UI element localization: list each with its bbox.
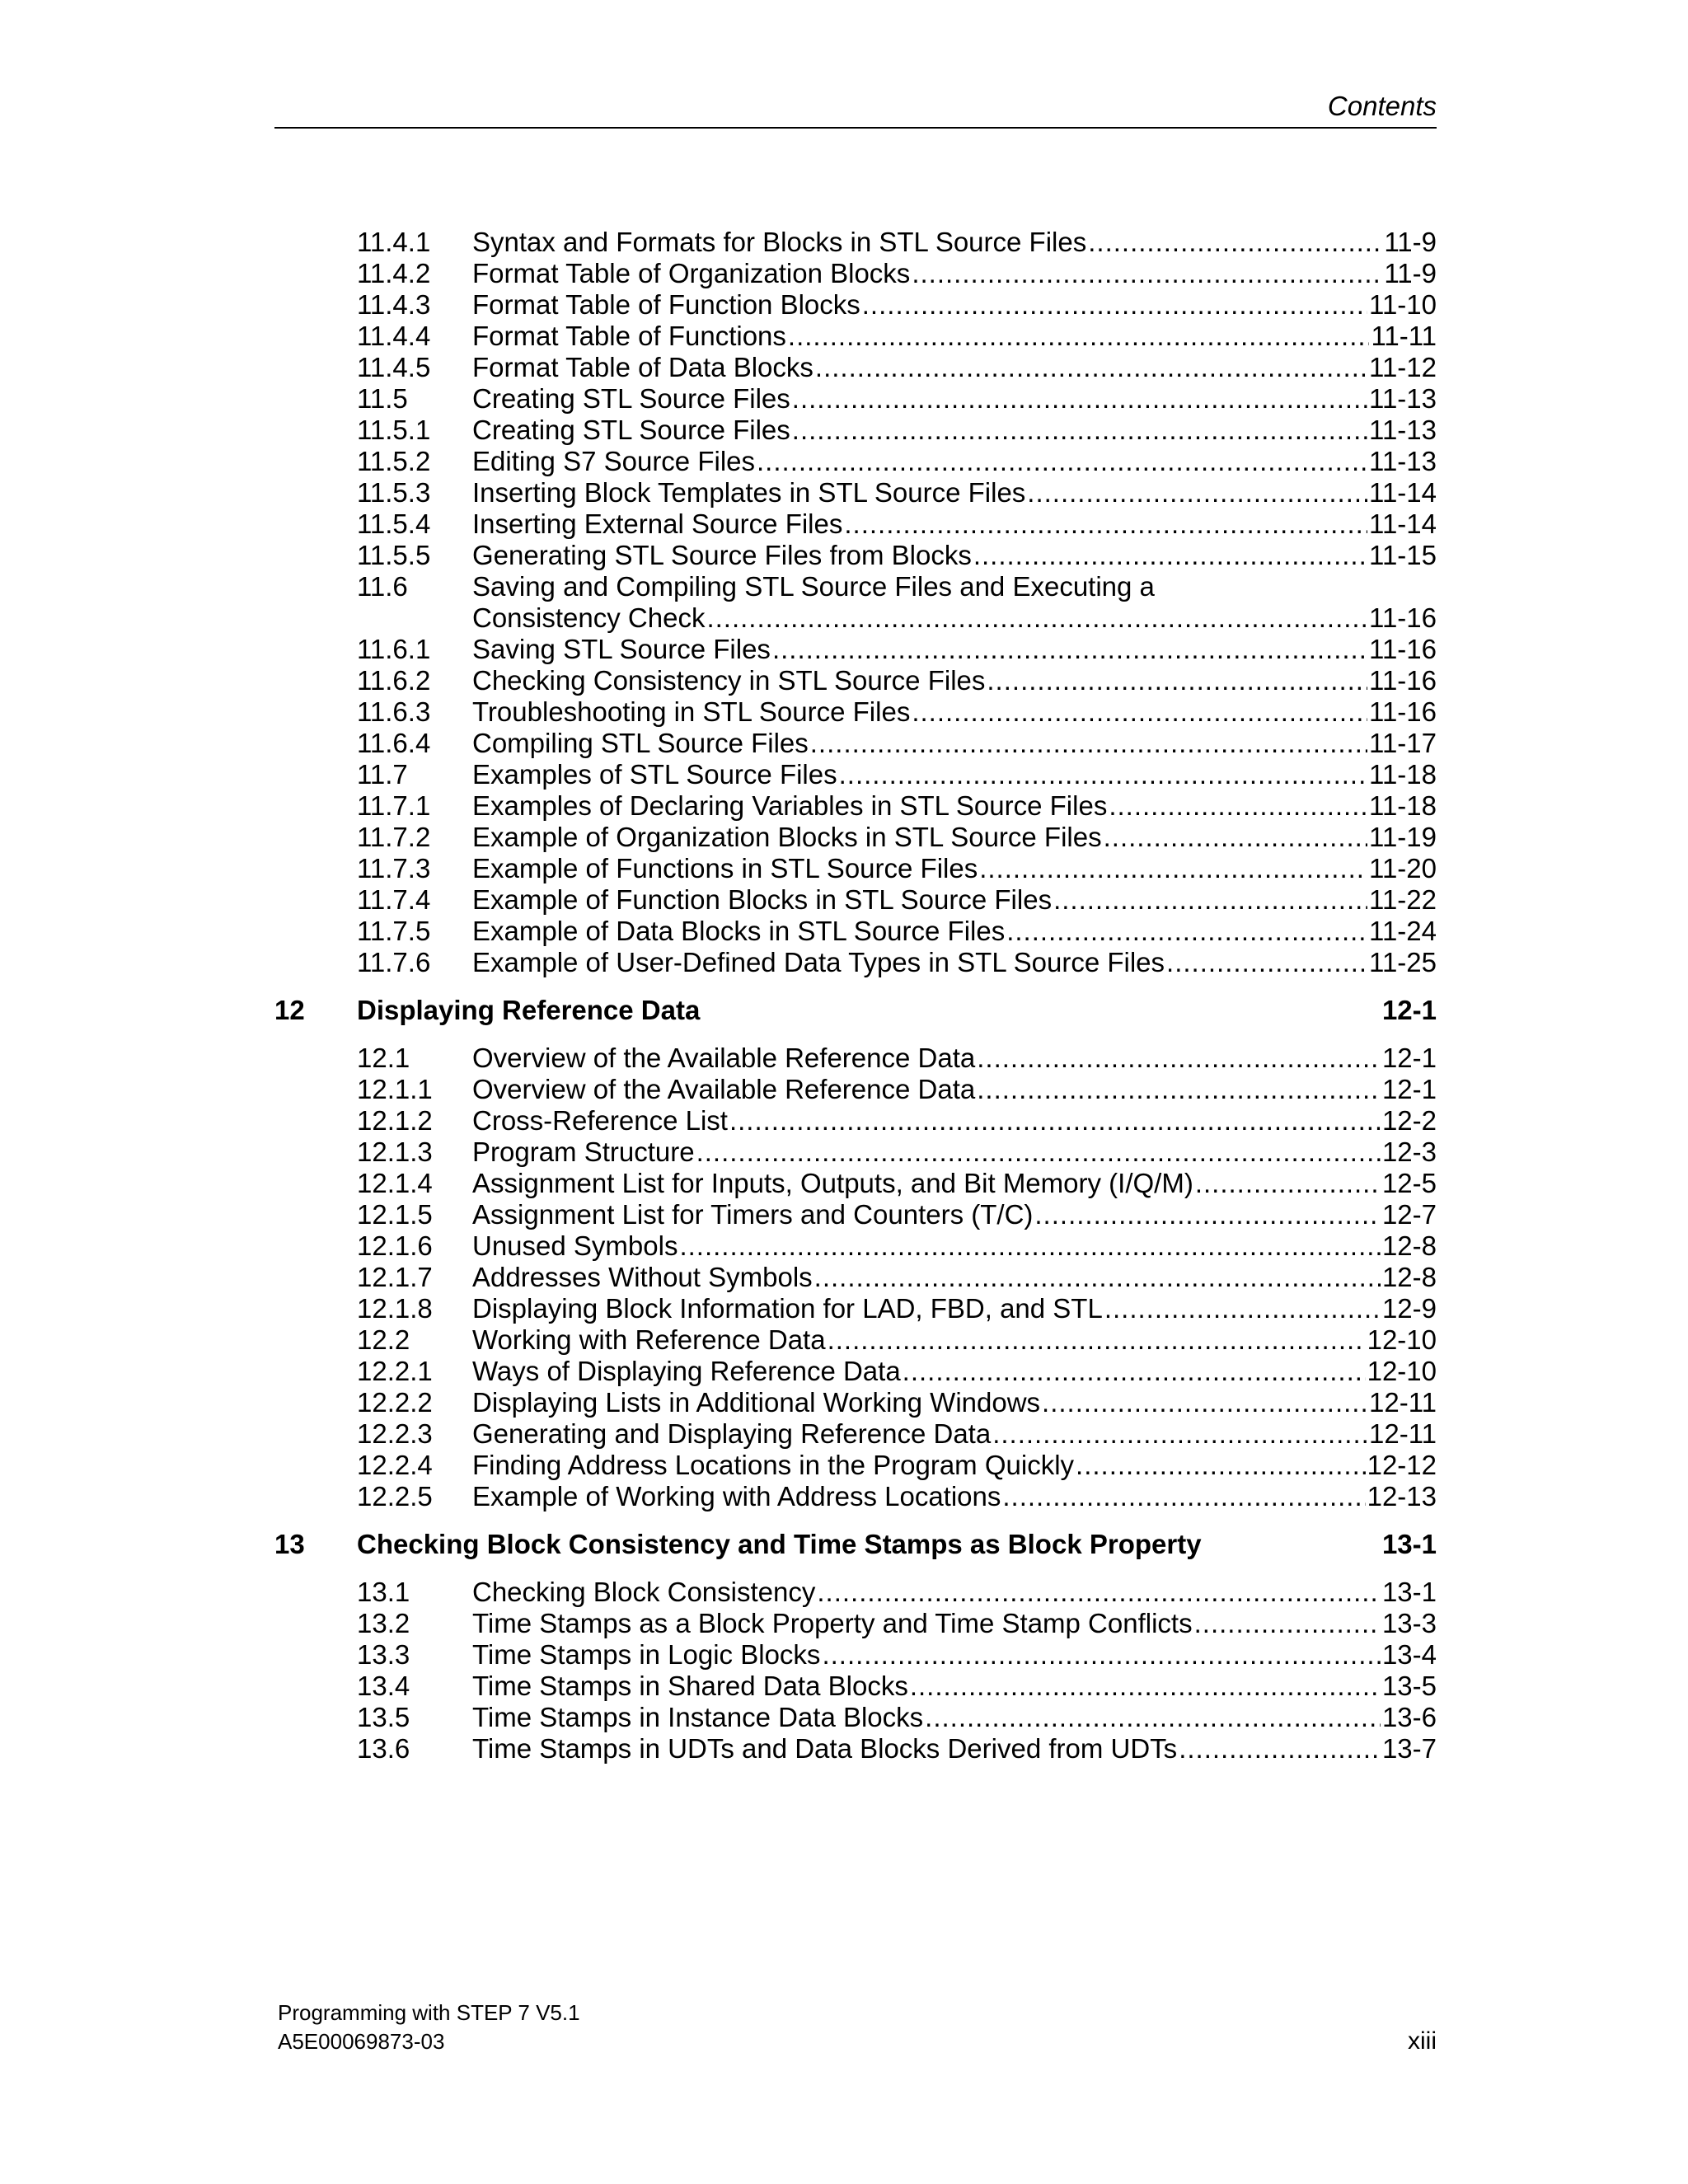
toc-entry-title: Example of Data Blocks in STL Source Files [472, 916, 1006, 946]
toc-entry-page: 13-6 [1381, 1702, 1437, 1732]
leader-dots [828, 1324, 1366, 1356]
toc-entry-number: 13.5 [357, 1702, 410, 1732]
header-rule [274, 127, 1437, 129]
toc-entry-page: 11-9 [1384, 227, 1437, 257]
leader-dots [810, 728, 1367, 759]
page-number: xiii [1408, 2027, 1437, 2055]
toc-entry-page: 13-3 [1381, 1608, 1437, 1638]
toc-group-12 [274, 1043, 1437, 1512]
toc-entry-title: Time Stamps in Logic Blocks [472, 1639, 821, 1670]
toc-entry-title: Format Table of Function Blocks [472, 289, 860, 320]
toc-entry-title: Example of Organization Blocks in STL Source Files [472, 822, 1102, 852]
leader-dots [1053, 884, 1367, 916]
toc-entry-number: 12.1.4 [357, 1168, 433, 1198]
leader-dots [817, 1577, 1381, 1608]
chapter-heading-13[interactable] [274, 1529, 1437, 1560]
toc-entry-page: 12-9 [1381, 1293, 1437, 1324]
toc-entry[interactable] [357, 1733, 1437, 1765]
toc-entry[interactable] [357, 352, 1437, 383]
toc-entry[interactable] [357, 1168, 1437, 1199]
leader-dots [1194, 1608, 1381, 1639]
toc-entry-page: 12-5 [1381, 1168, 1437, 1198]
toc-entry-number: 11.5.1 [357, 415, 431, 445]
leader-dots [1195, 1168, 1381, 1199]
leader-dots [815, 352, 1367, 383]
toc-entry-title: Example of User-Defined Data Types in STL Source Files [472, 947, 1165, 977]
leader-dots [844, 509, 1367, 540]
leader-dots [696, 1137, 1381, 1168]
toc-entry-number: 11.5.3 [357, 477, 431, 508]
leader-dots [1179, 1733, 1381, 1765]
toc-entry-number: 11.6.2 [357, 665, 431, 696]
toc-entry-title: Displaying Lists in Additional Working Windows [472, 1387, 1041, 1418]
leader-dots [1104, 822, 1367, 853]
toc-entry[interactable] [357, 665, 1437, 696]
toc-entry-title: Time Stamps in UDTs and Data Blocks Derived from UDTs [472, 1733, 1178, 1764]
toc-entry[interactable] [357, 1230, 1437, 1262]
toc-entry-page: 11-24 [1369, 916, 1437, 946]
toc-entry-page: 11-14 [1369, 477, 1437, 508]
toc-entry-page: 12-10 [1367, 1324, 1437, 1355]
toc-entry-title: Overview of the Available Reference Data [472, 1074, 976, 1104]
toc-entry-title: Generating and Displaying Reference Data [472, 1418, 992, 1449]
toc-entry-title: Unused Symbols [472, 1230, 678, 1261]
toc-entry[interactable] [357, 509, 1437, 540]
toc-entry[interactable] [357, 227, 1437, 258]
toc-entry-title: Assignment List for Timers and Counters (T/C) [472, 1199, 1034, 1230]
leader-dots [925, 1702, 1381, 1733]
toc-entry-number: 12.2.5 [357, 1481, 433, 1511]
toc-entry-number: 13.6 [357, 1733, 410, 1764]
toc-entry-page: 12-8 [1381, 1230, 1437, 1261]
toc-entry-page: 12-1 [1381, 1043, 1437, 1073]
leader-dots [987, 665, 1367, 696]
toc-entry-title: Assignment List for Inputs, Outputs, and Bit Memory (I/Q/M) [472, 1168, 1193, 1198]
leader-dots [772, 634, 1367, 665]
leader-dots [1109, 790, 1367, 822]
toc-entry-title-cont: Consistency Check [472, 602, 706, 633]
toc-entry-number: 13.4 [357, 1671, 410, 1701]
toc-entry[interactable] [357, 1418, 1437, 1450]
toc-entry-title: Saving STL Source Files [472, 634, 771, 664]
toc-entry[interactable] [357, 1137, 1437, 1168]
toc-entry[interactable] [357, 1577, 1437, 1608]
toc-entry-number: 12.1 [357, 1043, 410, 1073]
toc-entry[interactable] [357, 540, 1437, 571]
toc-entry[interactable] [357, 1262, 1437, 1293]
toc-entry-page: 11-13 [1369, 383, 1437, 414]
toc-entry-number: 11.7.3 [357, 853, 431, 883]
toc-entry-number: 12.1.8 [357, 1293, 433, 1324]
toc-entry[interactable] [357, 1671, 1437, 1702]
toc-entry-page: 11-16 [1369, 696, 1437, 727]
toc-entry-number: 11.5.2 [357, 446, 431, 476]
leader-dots [757, 446, 1367, 477]
chapter-heading-12[interactable] [274, 995, 1437, 1026]
toc-entry-page: 13-5 [1381, 1671, 1437, 1701]
toc-entry-page: 11-13 [1369, 446, 1437, 476]
toc-entry-title: Checking Block Consistency [472, 1577, 816, 1607]
toc-entry-title: Time Stamps in Instance Data Blocks [472, 1702, 924, 1732]
toc-entry-number: 12.2 [357, 1324, 410, 1355]
toc-entry-page: 11-10 [1369, 289, 1437, 320]
toc-entry-page: 13-1 [1381, 1577, 1437, 1607]
toc-entry[interactable] [357, 916, 1437, 947]
toc-entry[interactable] [357, 1387, 1437, 1418]
toc-entry-page: 13-7 [1381, 1733, 1437, 1764]
table-of-contents [274, 227, 1437, 1765]
footer-book-title: Programming with STEP 7 V5.1 [278, 2000, 580, 2025]
toc-entry-title: Checking Consistency in STL Source Files [472, 665, 986, 696]
running-header: Contents [1327, 91, 1437, 121]
toc-entry[interactable] [357, 321, 1437, 352]
toc-entry-number: 11.7.6 [357, 947, 431, 977]
toc-entry-title: Saving and Compiling STL Source Files and Executing a [472, 571, 1155, 602]
footer-order-number: A5E00069873-03 [278, 2029, 445, 2054]
toc-entry-title: Format Table of Organization Blocks [472, 258, 911, 288]
toc-entry-title: Editing S7 Source Files [472, 446, 756, 476]
toc-entry-title: Ways of Displaying Reference Data [472, 1356, 901, 1386]
toc-entry-title: Time Stamps as a Block Property and Time Stamp Conflicts [472, 1608, 1193, 1638]
leader-dots [979, 853, 1367, 884]
toc-entry-page: 11-19 [1369, 822, 1437, 852]
toc-entry-page: 12-11 [1369, 1418, 1437, 1449]
leader-dots [1076, 1450, 1366, 1481]
toc-entry-page: 11-13 [1369, 415, 1437, 445]
toc-entry-number: 12.1.3 [357, 1137, 433, 1167]
toc-entry-page: 11-11 [1371, 321, 1437, 351]
leader-dots [912, 258, 1382, 289]
toc-entry-page: 12-2 [1381, 1105, 1437, 1136]
toc-entry[interactable] [357, 884, 1437, 916]
chapter-page: 13-1 [1381, 1529, 1437, 1559]
toc-entry-number: 11.7.1 [357, 790, 431, 821]
toc-entry[interactable] [357, 759, 1437, 790]
toc-entry[interactable] [357, 1639, 1437, 1671]
toc-entry[interactable] [357, 1074, 1437, 1105]
toc-entry-title: Compiling STL Source Files [472, 728, 809, 758]
toc-entry-number: 12.2.2 [357, 1387, 433, 1418]
leader-dots [1042, 1387, 1367, 1418]
toc-entry-page: 12-13 [1367, 1481, 1437, 1511]
leader-dots [792, 383, 1367, 415]
toc-entry-number: 12.1.5 [357, 1199, 433, 1230]
leader-dots [903, 1356, 1366, 1387]
toc-entry[interactable] [357, 1481, 1437, 1512]
toc-entry-number: 11.7.5 [357, 916, 431, 946]
leader-dots [862, 289, 1367, 321]
toc-entry-title: Creating STL Source Files [472, 415, 790, 445]
toc-entry[interactable] [357, 1293, 1437, 1324]
toc-entry-title: Displaying Block Information for LAD, FBD, and STL [472, 1293, 1103, 1324]
chapter-title: Displaying Reference Data [357, 995, 701, 1025]
toc-entry-page: 12-8 [1381, 1262, 1437, 1292]
leader-dots [1034, 1199, 1381, 1230]
toc-entry-page: 11-16 [1369, 634, 1437, 664]
toc-entry-number: 11.4.5 [357, 352, 431, 382]
toc-entry-title: Examples of STL Source Files [472, 759, 837, 790]
toc-entry-number: 11.4.2 [357, 258, 431, 288]
toc-entry-page: 11-22 [1369, 884, 1437, 915]
toc-entry-title: Format Table of Data Blocks [472, 352, 814, 382]
leader-dots [788, 321, 1370, 352]
leader-dots [1166, 947, 1367, 978]
toc-entry-page: 11-20 [1369, 853, 1437, 883]
toc-entry[interactable] [357, 696, 1437, 728]
leader-dots [1088, 227, 1382, 258]
toc-entry-title: Examples of Declaring Variables in STL Source Files [472, 790, 1108, 821]
toc-entry-page: 11-14 [1369, 509, 1437, 539]
toc-entry-title: Overview of the Available Reference Data [472, 1043, 976, 1073]
toc-entry[interactable] [357, 634, 1437, 665]
toc-entry-title: Example of Functions in STL Source Files [472, 853, 978, 883]
toc-entry[interactable] [357, 1324, 1437, 1356]
leader-dots [1006, 916, 1367, 947]
toc-entry-title: Time Stamps in Shared Data Blocks [472, 1671, 908, 1701]
toc-entry-title: Inserting Block Templates in STL Source Files [472, 477, 1026, 508]
leader-dots [792, 415, 1367, 446]
leader-dots [1002, 1481, 1365, 1512]
toc-entry[interactable] [357, 1608, 1437, 1639]
toc-entry[interactable] [357, 383, 1437, 415]
toc-entry-page: 11-16 [1369, 665, 1437, 696]
leader-dots [814, 1262, 1381, 1293]
toc-entry-title: Inserting External Source Files [472, 509, 843, 539]
toc-entry-number: 11.6.4 [357, 728, 431, 758]
toc-entry-page: 11-9 [1384, 258, 1437, 288]
toc-entry[interactable] [357, 1356, 1437, 1387]
toc-entry-page: 12-11 [1369, 1387, 1437, 1418]
toc-group-11b [274, 634, 1437, 978]
toc-entry-page: 12-10 [1367, 1356, 1437, 1386]
leader-dots [992, 1418, 1367, 1450]
toc-entry-number: 12.1.2 [357, 1105, 433, 1136]
toc-entry-title: Finding Address Locations in the Program Quickly [472, 1450, 1075, 1480]
toc-entry[interactable] [357, 1043, 1437, 1074]
toc-entry-number: 11.4.3 [357, 289, 431, 320]
toc-entry-title: Example of Working with Address Locations [472, 1481, 1001, 1511]
leader-dots [977, 1074, 1381, 1105]
toc-entry-number: 11.4.1 [357, 227, 431, 257]
toc-entry-title: Addresses Without Symbols [472, 1262, 813, 1292]
toc-entry[interactable] [357, 571, 1437, 634]
toc-entry-number: 11.5.5 [357, 540, 431, 570]
toc-entry-title: Creating STL Source Files [472, 383, 790, 414]
toc-entry-page: 13-4 [1381, 1639, 1437, 1670]
toc-entry-number: 12.1.6 [357, 1230, 433, 1261]
toc-entry-page: 12-12 [1367, 1450, 1437, 1480]
toc-group-11 [274, 227, 1437, 571]
toc-entry-page: 11-18 [1369, 759, 1437, 790]
leader-dots [977, 1043, 1381, 1074]
toc-entry-page: 11-18 [1369, 790, 1437, 821]
toc-entry-page: 11-25 [1369, 947, 1437, 977]
leader-dots [706, 602, 1367, 634]
toc-entry[interactable] [357, 1450, 1437, 1481]
toc-entry-number: 12.1.1 [357, 1074, 433, 1104]
chapter-number: 13 [274, 1529, 305, 1559]
toc-entry[interactable] [357, 728, 1437, 759]
toc-entry-title: Example of Function Blocks in STL Source Files [472, 884, 1053, 915]
toc-entry[interactable] [357, 790, 1437, 822]
toc-entry[interactable] [357, 1702, 1437, 1733]
toc-entry-number: 12.2.4 [357, 1450, 433, 1480]
toc-entry-title: Generating STL Source Files from Blocks [472, 540, 972, 570]
toc-entry-number: 11.7.2 [357, 822, 431, 852]
toc-entry[interactable] [357, 1105, 1437, 1137]
leader-dots [1104, 1293, 1381, 1324]
toc-entry[interactable] [357, 853, 1437, 884]
chapter-page: 12-1 [1381, 995, 1437, 1025]
toc-entry-number: 13.1 [357, 1577, 410, 1607]
toc-entry-page: 11-17 [1369, 728, 1437, 758]
toc-entry-number: 11.4.4 [357, 321, 431, 351]
toc-entry-number: 11.7.4 [357, 884, 431, 915]
toc-entry-number: 11.6 [357, 571, 408, 602]
leader-dots [839, 759, 1367, 790]
toc-entry[interactable] [357, 415, 1437, 446]
toc-group-13 [274, 1577, 1437, 1765]
toc-entry-number: 11.5.4 [357, 509, 431, 539]
leader-dots [1027, 477, 1367, 509]
toc-entry-title: Format Table of Functions [472, 321, 786, 351]
toc-entry-page: 11-15 [1369, 540, 1437, 570]
leader-dots [729, 1105, 1381, 1137]
toc-entry-page: 12-3 [1381, 1137, 1437, 1167]
toc-entry-title: Working with Reference Data [472, 1324, 826, 1355]
toc-entry-number: 11.5 [357, 383, 408, 414]
toc-entry-number: 11.7 [357, 759, 408, 790]
leader-dots [910, 1671, 1381, 1702]
toc-entry-number: 12.2.1 [357, 1356, 433, 1386]
leader-dots [912, 696, 1367, 728]
leader-dots [679, 1230, 1380, 1262]
toc-entry-number: 12.1.7 [357, 1262, 433, 1292]
toc-entry[interactable] [357, 1199, 1437, 1230]
toc-entry-number: 13.3 [357, 1639, 410, 1670]
toc-entry-number: 13.2 [357, 1608, 410, 1638]
leader-dots [822, 1639, 1381, 1671]
leader-dots [973, 540, 1367, 571]
toc-entry-page: 12-7 [1381, 1199, 1437, 1230]
toc-entry[interactable] [357, 258, 1437, 289]
toc-entry-page: 11-12 [1369, 352, 1437, 382]
toc-entry-title: Troubleshooting in STL Source Files [472, 696, 911, 727]
toc-entry[interactable] [357, 947, 1437, 978]
toc-entry[interactable] [357, 289, 1437, 321]
toc-entry-page: 11-16 [1369, 602, 1437, 633]
toc-entry[interactable] [357, 446, 1437, 477]
toc-entry-title: Cross-Reference List [472, 1105, 728, 1136]
toc-entry-title: Program Structure [472, 1137, 695, 1167]
toc-entry-number: 11.6.3 [357, 696, 431, 727]
toc-entry-number: 11.6.1 [357, 634, 431, 664]
toc-entry[interactable] [357, 477, 1437, 509]
toc-entry-page: 12-1 [1381, 1074, 1437, 1104]
toc-entry-title: Syntax and Formats for Blocks in STL Source Files [472, 227, 1087, 257]
toc-entry[interactable] [357, 822, 1437, 853]
toc-entry-number: 12.2.3 [357, 1418, 433, 1449]
footer [278, 1999, 580, 2056]
chapter-number: 12 [274, 995, 305, 1025]
chapter-title: Checking Block Consistency and Time Stamps as Block Property [357, 1529, 1202, 1559]
